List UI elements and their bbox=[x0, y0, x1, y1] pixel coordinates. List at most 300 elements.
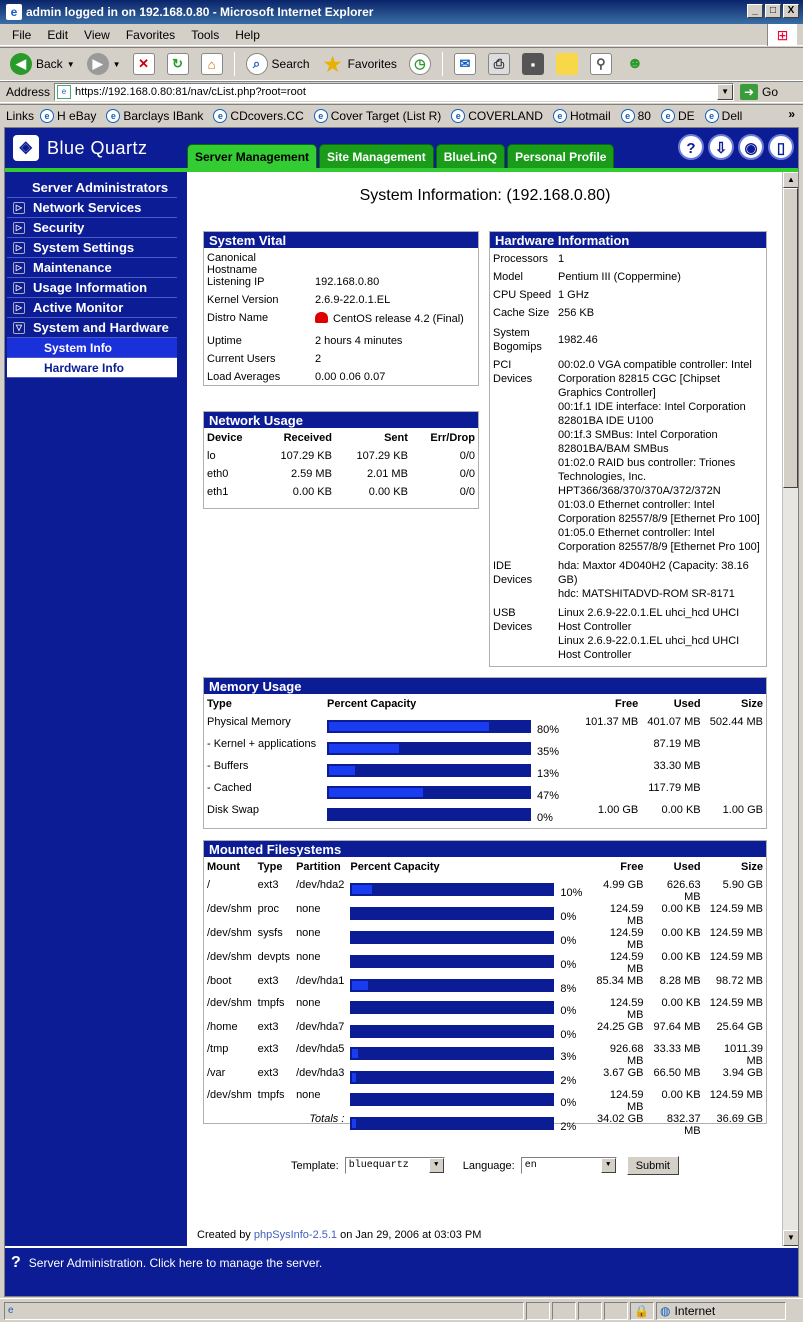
ie-link-icon: e bbox=[705, 109, 719, 123]
tab-bluelinq[interactable]: BlueLinQ bbox=[436, 144, 505, 168]
fs-used: 0.00 KB bbox=[661, 1089, 701, 1101]
fs-type: sysfs bbox=[257, 927, 283, 939]
discuss-button[interactable] bbox=[552, 51, 582, 77]
col-header: Percent Capacity bbox=[327, 698, 417, 710]
memory-used: 0.00 KB bbox=[661, 804, 701, 816]
percent-label: 0% bbox=[560, 1097, 577, 1109]
tab-server-management[interactable]: Server Management bbox=[187, 144, 317, 168]
hw-key: Processors bbox=[493, 253, 549, 265]
table-row bbox=[204, 716, 766, 738]
ie-link-icon: e bbox=[661, 109, 675, 123]
capacity-fill bbox=[329, 744, 399, 753]
link-item[interactable] bbox=[106, 109, 203, 123]
sidebar-item-label: Server Administrators bbox=[32, 180, 169, 195]
memory-size bbox=[704, 760, 766, 782]
link-label: DE bbox=[677, 108, 695, 123]
fs-type: ext3 bbox=[257, 1021, 279, 1033]
capacity-fill bbox=[352, 981, 368, 990]
usb-device: Linux 2.6.9-22.0.1.EL uhci_hcd UHCI Host Controller bbox=[558, 635, 740, 661]
pci-device: 01:05.0 Ethernet controller: Intel Corporation 82557/8/9 [Ethernet Pro 100] bbox=[558, 527, 760, 553]
phpsysinfo-link[interactable]: phpSysInfo-2.5.1 bbox=[253, 1229, 338, 1241]
fs-size: 98.72 MB bbox=[715, 975, 763, 987]
fs-used: 0.00 KB bbox=[661, 927, 701, 939]
refresh-icon: ↻ bbox=[167, 53, 189, 75]
capacity-bar bbox=[327, 764, 531, 777]
panel-title: Mounted Filesystems bbox=[204, 841, 766, 859]
help-question-icon: ? bbox=[11, 1254, 21, 1271]
col-header: Used bbox=[673, 861, 701, 873]
sidebar bbox=[5, 172, 187, 1246]
scroll-down-icon[interactable]: ▼ bbox=[783, 1230, 799, 1246]
window-titlebar bbox=[0, 0, 803, 24]
links-bar bbox=[0, 104, 803, 126]
fs-free: 24.25 GB bbox=[597, 1021, 644, 1033]
percent-label: 35% bbox=[537, 746, 560, 758]
fs-used: 97.64 MB bbox=[653, 1021, 701, 1033]
memory-used: 87.19 MB bbox=[653, 738, 701, 750]
hw-value: Pentium III (Coppermine) bbox=[558, 271, 681, 283]
capacity-fill bbox=[352, 1119, 356, 1128]
sidebar-item-label: System Settings bbox=[33, 240, 135, 255]
table-row bbox=[204, 975, 766, 997]
fs-size: 124.59 MB bbox=[709, 997, 763, 1009]
help-icon[interactable]: ? bbox=[678, 134, 704, 160]
table-row bbox=[204, 951, 766, 975]
language-select[interactable] bbox=[521, 1157, 617, 1174]
mounted-filesystems-panel bbox=[203, 840, 767, 1137]
capacity-bar bbox=[327, 742, 531, 755]
vital-key: Current Users bbox=[207, 353, 276, 365]
table-row bbox=[204, 486, 478, 504]
memory-type: Disk Swap bbox=[207, 804, 259, 816]
expand-triangle-icon: ▷ bbox=[13, 282, 25, 294]
fs-partition: none bbox=[296, 927, 321, 939]
memory-free bbox=[579, 738, 641, 760]
capacity-bar bbox=[350, 883, 554, 896]
created-suffix: on Jan 29, 2006 at 03:03 PM bbox=[340, 1229, 482, 1241]
fs-type: ext3 bbox=[257, 1067, 279, 1079]
capacity-bar bbox=[327, 808, 531, 821]
go-button[interactable] bbox=[740, 84, 778, 100]
bq-tabs bbox=[187, 144, 614, 168]
menu-help[interactable]: Help bbox=[235, 27, 260, 42]
percent-label: 80% bbox=[537, 724, 560, 736]
fs-size: 124.59 MB bbox=[709, 951, 763, 963]
table-row bbox=[204, 1067, 766, 1089]
capacity-fill bbox=[352, 885, 372, 894]
table-row bbox=[204, 927, 766, 951]
fs-partition: none bbox=[296, 951, 321, 963]
cube-icon: ◈ bbox=[13, 135, 39, 161]
bq-header bbox=[5, 128, 799, 172]
messenger-icon: ☻ bbox=[626, 55, 644, 72]
col-header: Size bbox=[740, 861, 763, 873]
status-text bbox=[4, 1302, 524, 1320]
network-usage-panel bbox=[203, 411, 479, 509]
col-header: Mount bbox=[207, 861, 240, 873]
menu-view[interactable]: View bbox=[84, 27, 110, 42]
menu-tools[interactable]: Tools bbox=[191, 27, 220, 42]
sidebar-item-system-settings[interactable] bbox=[7, 238, 177, 258]
ide-device: hdc: MATSHITADVD-ROM SR-8171 bbox=[558, 588, 735, 600]
back-button[interactable] bbox=[6, 51, 79, 77]
link-item[interactable] bbox=[451, 109, 543, 123]
fs-mount: /boot bbox=[207, 975, 232, 987]
fs-used: 832.37 MB bbox=[666, 1113, 701, 1137]
percent-label: 2% bbox=[560, 1121, 577, 1133]
fs-partition: none bbox=[296, 1089, 321, 1101]
col-header: Percent Capacity bbox=[350, 861, 440, 873]
print-button[interactable] bbox=[484, 51, 514, 77]
expand-triangle-icon: ▷ bbox=[13, 202, 25, 214]
fs-size: 36.69 GB bbox=[716, 1113, 763, 1125]
link-item[interactable] bbox=[213, 109, 303, 123]
fs-size: 124.59 MB bbox=[709, 927, 763, 939]
ide-device: hda: Maxtor 4D040H2 (Capacity: 38.16 GB) bbox=[558, 560, 749, 586]
bq-footer[interactable] bbox=[5, 1246, 799, 1297]
sidebar-item-maintenance[interactable] bbox=[7, 258, 177, 278]
totals-row bbox=[204, 1113, 766, 1137]
vital-key: Load Averages bbox=[207, 371, 281, 383]
browser-viewport bbox=[4, 127, 799, 1297]
pci-device: 00:1f.3 SMBus: Intel Corporation 82801BA/BAM SMBus bbox=[558, 429, 718, 455]
link-label: CDcovers.CC bbox=[230, 108, 304, 123]
status-cell bbox=[604, 1302, 628, 1320]
link-item[interactable] bbox=[553, 109, 611, 123]
col-header: Partition bbox=[296, 861, 341, 873]
cell: 2.01 MB bbox=[366, 468, 408, 480]
table-row bbox=[204, 804, 766, 826]
forward-dropdown-icon: ▼ bbox=[112, 59, 121, 69]
fs-used: 33.33 MB bbox=[653, 1043, 701, 1055]
link-label: 80 bbox=[637, 108, 651, 123]
memory-usage-panel bbox=[203, 677, 767, 829]
fs-mount: /dev/shm bbox=[207, 951, 252, 963]
col-header: Type bbox=[257, 861, 283, 873]
eye-icon[interactable]: ◉ bbox=[738, 134, 764, 160]
fs-free: 85.34 MB bbox=[596, 975, 644, 987]
status-bar bbox=[0, 1298, 803, 1322]
capacity-bar bbox=[350, 931, 554, 944]
memory-size: 1.00 GB bbox=[722, 804, 763, 816]
links-label: Links bbox=[6, 108, 35, 123]
fs-size: 124.59 MB bbox=[709, 903, 763, 915]
table-row bbox=[204, 903, 766, 927]
refresh-button[interactable] bbox=[163, 51, 193, 77]
fs-partition: /dev/hda5 bbox=[296, 1043, 345, 1055]
fs-type: devpts bbox=[257, 951, 291, 963]
chevron-down-icon: ▼ bbox=[601, 1158, 616, 1173]
pci-device: 00:02.0 VGA compatible controller: Intel Corporation 82815 CGC [Chipset Graphics Controller] bbox=[558, 359, 752, 399]
maximize-button[interactable]: □ bbox=[765, 4, 781, 18]
ie-link-icon: e bbox=[40, 109, 54, 123]
sidebar-subitem-system-info[interactable]: System Info bbox=[7, 338, 177, 358]
link-label: Cover Target (List R) bbox=[330, 108, 442, 123]
back-dropdown-icon: ▼ bbox=[66, 59, 75, 69]
page-title: System Information: (192.168.0.80) bbox=[359, 187, 611, 204]
language-label: Language: bbox=[462, 1159, 515, 1172]
zone-label: Internet bbox=[674, 1303, 716, 1318]
fs-mount: / bbox=[207, 879, 211, 891]
fs-partition: /dev/hda7 bbox=[296, 1021, 345, 1033]
col-header: Size bbox=[740, 698, 763, 710]
go-arrow-icon: ➜ bbox=[740, 84, 758, 100]
mail-icon: ✉ bbox=[454, 53, 476, 75]
pci-device: 00:1f.1 IDE interface: Intel Corporation 82801BA IDE U100 bbox=[558, 401, 746, 427]
fs-size: 25.64 GB bbox=[716, 1021, 763, 1033]
totals-label: Totals : bbox=[309, 1113, 345, 1125]
table-row bbox=[204, 450, 478, 468]
fs-mount: /tmp bbox=[207, 1043, 229, 1055]
search-label: Search bbox=[271, 57, 310, 71]
capacity-fill bbox=[329, 788, 423, 797]
bq-header-icons bbox=[678, 134, 794, 160]
fs-partition: /dev/hda3 bbox=[296, 1067, 345, 1079]
hw-value: 1 GHz bbox=[558, 289, 590, 301]
research-icon: ⚲ bbox=[590, 53, 612, 75]
window-title: admin logged in on 192.168.0.80 - Microsoft Internet Explorer bbox=[26, 5, 374, 19]
hardware-info-panel bbox=[489, 231, 767, 667]
toolbar-separator bbox=[442, 52, 443, 76]
sidebar-item-security[interactable] bbox=[7, 218, 177, 238]
col-header: Received bbox=[283, 432, 332, 444]
status-cell bbox=[526, 1302, 550, 1320]
capacity-bar bbox=[350, 1093, 554, 1106]
vital-value bbox=[312, 252, 478, 276]
pci-device: 01:03.0 Ethernet controller: Intel Corporation 82557/8/9 [Ethernet Pro 100] bbox=[558, 499, 760, 525]
home-button[interactable] bbox=[197, 51, 227, 77]
hw-key: Cache Size bbox=[493, 307, 550, 319]
table-row bbox=[204, 879, 766, 903]
cell: 0/0 bbox=[459, 450, 475, 462]
menu-edit[interactable]: Edit bbox=[47, 27, 69, 42]
hw-key: PCI Devices bbox=[493, 359, 533, 385]
hw-value: 1982.46 bbox=[558, 334, 598, 346]
lock-icon: 🔒 bbox=[630, 1302, 654, 1320]
fs-free: 124.59 MB bbox=[609, 927, 644, 951]
fs-type: ext3 bbox=[257, 975, 279, 987]
percent-label: 13% bbox=[537, 768, 560, 780]
logout-icon[interactable]: ▯ bbox=[768, 134, 794, 160]
table-row bbox=[204, 738, 766, 760]
link-label: Hotmail bbox=[569, 108, 611, 123]
history-button[interactable] bbox=[405, 51, 435, 77]
fs-type: proc bbox=[257, 903, 280, 915]
link-item[interactable] bbox=[705, 109, 743, 123]
percent-label: 0% bbox=[560, 1005, 577, 1017]
sidebar-item-network-services[interactable] bbox=[7, 198, 177, 218]
menu-bar bbox=[0, 24, 803, 46]
favorites-label: Favorites bbox=[347, 57, 397, 71]
submit-button[interactable]: Submit bbox=[627, 1156, 679, 1175]
col-header: Err/Drop bbox=[430, 432, 475, 444]
scroll-up-icon[interactable]: ▲ bbox=[783, 172, 799, 188]
fs-free: 926.68 MB bbox=[609, 1043, 644, 1067]
table-row bbox=[204, 1089, 766, 1113]
menu-file[interactable]: File bbox=[12, 27, 32, 42]
messenger-button[interactable] bbox=[620, 51, 650, 77]
memory-free: 101.37 MB bbox=[585, 716, 639, 728]
memory-used: 401.07 MB bbox=[647, 716, 701, 728]
forward-arrow-icon: ▶ bbox=[87, 53, 109, 75]
ie-link-icon: e bbox=[213, 109, 227, 123]
vital-value: 2.6.9-22.0.1.EL bbox=[315, 294, 391, 306]
ie-link-icon: e bbox=[553, 109, 567, 123]
hw-key: IDE Devices bbox=[493, 560, 533, 586]
vertical-scrollbar[interactable] bbox=[782, 172, 798, 1246]
capacity-bar bbox=[350, 907, 554, 920]
mail-button[interactable] bbox=[450, 51, 480, 77]
capacity-bar bbox=[350, 1117, 554, 1130]
template-form bbox=[187, 1156, 783, 1175]
link-label: Barclays IBank bbox=[123, 108, 204, 123]
address-dropdown-icon[interactable]: ▼ bbox=[717, 84, 733, 100]
template-select[interactable] bbox=[345, 1157, 445, 1174]
sidebar-subitem-hardware-info[interactable]: Hardware Info bbox=[7, 358, 177, 378]
sidebar-item-system-and-hardware[interactable] bbox=[7, 318, 177, 338]
windows-logo-icon: ⊞ bbox=[767, 24, 797, 46]
capacity-bar bbox=[350, 955, 554, 968]
tab-personal-profile[interactable]: Personal Profile bbox=[507, 144, 614, 168]
template-value: bluequartz bbox=[348, 1160, 409, 1171]
template-label: Template: bbox=[291, 1159, 339, 1172]
created-prefix: Created by bbox=[197, 1229, 251, 1241]
memory-size bbox=[704, 782, 766, 804]
link-item[interactable] bbox=[621, 109, 651, 123]
link-label: H eBay bbox=[57, 108, 97, 123]
expand-triangle-icon: ▷ bbox=[13, 262, 25, 274]
cell: 0.00 KB bbox=[292, 486, 332, 498]
forward-button[interactable] bbox=[83, 51, 125, 77]
table-row bbox=[204, 997, 766, 1021]
address-label: Address bbox=[6, 85, 51, 99]
ie-link-icon: e bbox=[106, 109, 120, 123]
col-header: Free bbox=[615, 698, 639, 710]
address-input[interactable] bbox=[54, 83, 734, 101]
fs-free: 3.67 GB bbox=[603, 1067, 644, 1079]
minimize-button[interactable]: _ bbox=[747, 4, 763, 18]
sidebar-item-label: System and Hardware bbox=[33, 320, 169, 335]
memory-used: 117.79 MB bbox=[648, 782, 701, 794]
search-button[interactable] bbox=[242, 51, 314, 77]
vital-value: 2 bbox=[315, 353, 322, 365]
cell: lo bbox=[207, 450, 216, 462]
fs-size: 5.90 GB bbox=[722, 879, 763, 891]
fs-free: 124.59 MB bbox=[609, 997, 644, 1021]
fs-type: tmpfs bbox=[257, 1089, 285, 1101]
footer-text: Server Administration. Click here to manage the server. bbox=[28, 1256, 323, 1270]
tab-site-management[interactable]: Site Management bbox=[319, 144, 434, 168]
capacity-bar bbox=[327, 720, 531, 733]
ie-link-icon: e bbox=[314, 109, 328, 123]
address-bar bbox=[0, 81, 803, 103]
hw-key: System Bogomips bbox=[493, 327, 542, 353]
hw-value: 256 KB bbox=[558, 307, 595, 319]
menu-favorites[interactable]: Favorites bbox=[125, 27, 176, 42]
expand-triangle-icon: ▷ bbox=[13, 222, 25, 234]
close-button[interactable]: X bbox=[783, 4, 799, 18]
fs-used: 0.00 KB bbox=[661, 951, 701, 963]
percent-label: 10% bbox=[560, 887, 583, 899]
scroll-thumb[interactable] bbox=[783, 188, 798, 488]
status-cell bbox=[578, 1302, 602, 1320]
favorites-button[interactable] bbox=[318, 51, 401, 77]
link-item[interactable] bbox=[661, 109, 695, 123]
capacity-bar bbox=[350, 1001, 554, 1014]
cell: 0/0 bbox=[459, 468, 475, 480]
memory-size bbox=[704, 738, 766, 760]
fs-free: 124.59 MB bbox=[609, 951, 644, 975]
stop-button[interactable] bbox=[129, 51, 159, 77]
fs-partition: none bbox=[296, 997, 321, 1009]
cell: 107.29 KB bbox=[280, 450, 332, 462]
percent-label: 3% bbox=[560, 1051, 577, 1063]
sidebar-item-usage-information[interactable] bbox=[7, 278, 177, 298]
capacity-fill bbox=[352, 1073, 356, 1082]
sidebar-item-active-monitor[interactable] bbox=[7, 298, 177, 318]
fs-used: 8.28 MB bbox=[659, 975, 701, 987]
print-icon: ⎙ bbox=[488, 53, 510, 75]
link-label: COVERLAND bbox=[468, 108, 543, 123]
ie-link-icon: e bbox=[621, 109, 635, 123]
hw-key: USB Devices bbox=[493, 607, 533, 633]
fs-mount: /var bbox=[207, 1067, 226, 1079]
fs-partition: none bbox=[296, 903, 321, 915]
sidebar-item-server-administrators[interactable] bbox=[7, 178, 177, 198]
hw-key: CPU Speed bbox=[493, 289, 552, 301]
sidebar-item-label: Usage Information bbox=[33, 280, 148, 295]
link-item[interactable] bbox=[40, 109, 96, 123]
fs-mount: /dev/shm bbox=[207, 903, 252, 915]
col-header: Device bbox=[207, 432, 243, 444]
research-button[interactable] bbox=[586, 51, 616, 77]
pci-device: 01:02.0 RAID bus controller: Triones Technologies, Inc. HPT366/368/370/370A/372/372N bbox=[558, 457, 736, 497]
fs-size: 3.94 GB bbox=[722, 1067, 763, 1079]
table-row bbox=[204, 782, 766, 804]
percent-label: 0% bbox=[560, 911, 577, 923]
capacity-bar bbox=[350, 1047, 554, 1060]
update-icon[interactable]: ⇩ bbox=[708, 134, 734, 160]
percent-label: 0% bbox=[560, 1029, 577, 1041]
table-row bbox=[204, 468, 478, 486]
link-item[interactable] bbox=[314, 109, 441, 123]
capacity-bar bbox=[350, 1071, 554, 1084]
fs-type: ext3 bbox=[257, 1043, 279, 1055]
fs-size: 124.59 MB bbox=[709, 1089, 763, 1101]
col-header: Free bbox=[620, 861, 644, 873]
table-row bbox=[204, 760, 766, 782]
edit-button[interactable] bbox=[518, 51, 548, 77]
fs-used: 66.50 MB bbox=[653, 1067, 701, 1079]
vital-value: 2 hours 4 minutes bbox=[315, 335, 403, 347]
fs-mount: /dev/shm bbox=[207, 927, 252, 939]
links-more-icon[interactable]: » bbox=[788, 107, 795, 121]
vital-key: Kernel Version bbox=[207, 294, 279, 306]
star-icon: ★ bbox=[323, 53, 342, 76]
sidebar-item-label: Security bbox=[33, 220, 85, 235]
memory-type: - Buffers bbox=[207, 760, 249, 772]
capacity-bar bbox=[350, 1025, 554, 1038]
percent-label: 0% bbox=[560, 935, 577, 947]
cell: eth1 bbox=[207, 486, 229, 498]
sidebar-item-label: Network Services bbox=[33, 200, 142, 215]
collapse-triangle-icon: ▽ bbox=[13, 322, 25, 334]
fs-used: 626.63 MB bbox=[666, 879, 701, 903]
fs-partition: /dev/hda1 bbox=[296, 975, 345, 987]
zone-cell bbox=[656, 1302, 786, 1320]
fs-free: 34.02 GB bbox=[597, 1113, 644, 1125]
memory-used: 33.30 MB bbox=[653, 760, 701, 772]
